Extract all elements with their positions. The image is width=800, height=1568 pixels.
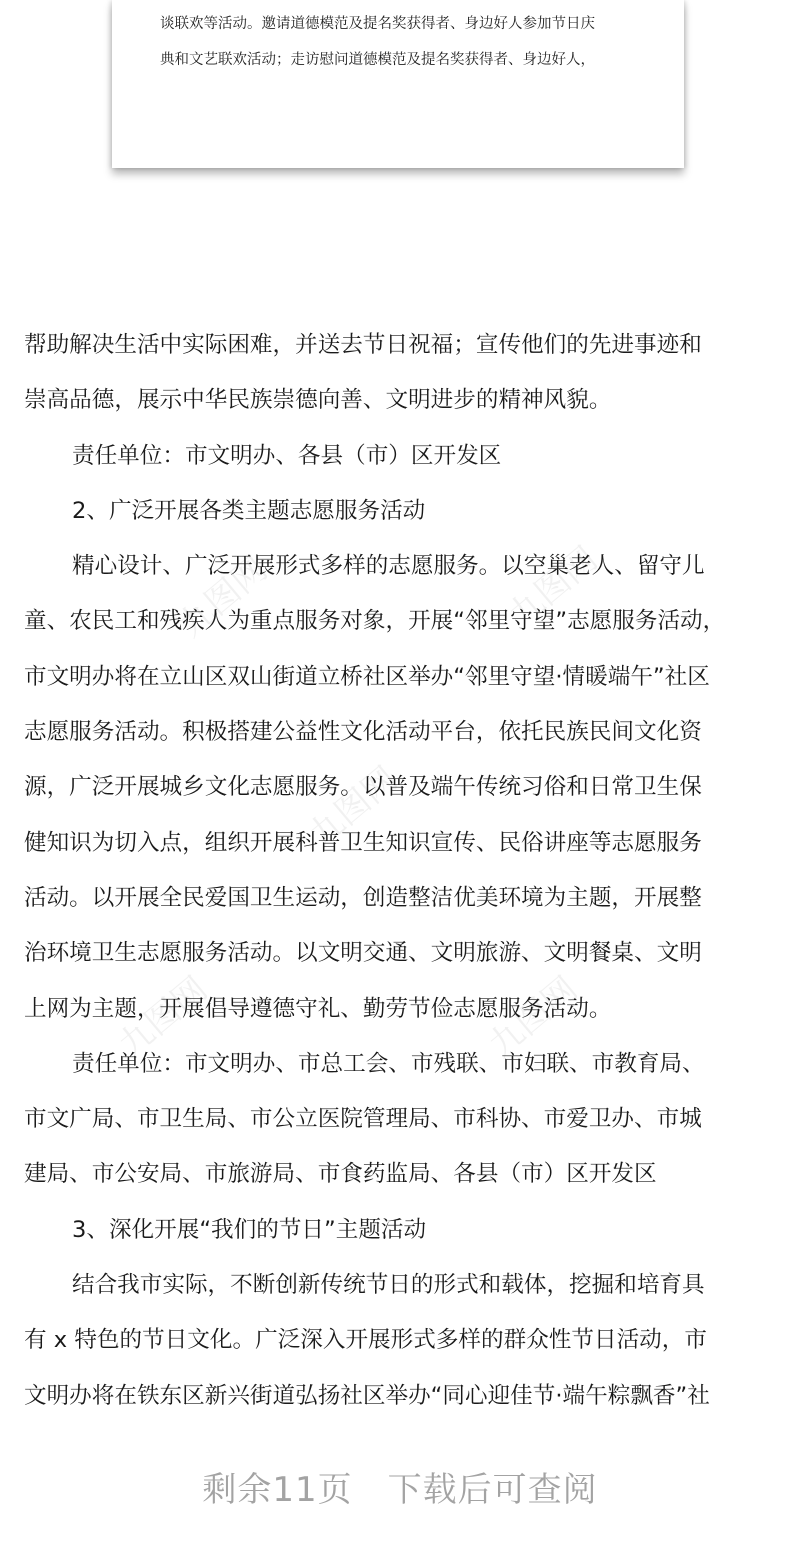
remaining-pages-text: 剩余11页 <box>202 1470 353 1510</box>
document-line: 文明办将在铁东区新兴街道弘扬社区举办“同心迎佳节·端午粽飘香”社 <box>24 1382 710 1409</box>
document-body <box>24 318 780 1424</box>
preview-line-2: 典和文艺联欢活动；走访慰问道德模范及提名奖获得者、身边好人， <box>160 52 595 68</box>
watermark: 九图网 <box>171 549 276 646</box>
document-line: 市文明办将在立山区双山街道立桥社区举办“邻里守望·情暖端午”社区 <box>24 663 710 690</box>
document-line: 3、深化开展“我们的节日”主题活动 <box>72 1216 427 1243</box>
document-line: 结合我市实际，不断创新传统节日的形式和载体，挖掘和培育具 <box>72 1272 705 1299</box>
document-line: 治环境卫生志愿服务活动。以文明交通、文明旅游、文明餐桌、文明 <box>24 940 702 967</box>
watermark: 九图网 <box>501 539 606 636</box>
document-line: 有 x 特色的节日文化。广泛深入开展形式多样的群众性节日活动，市 <box>24 1327 707 1354</box>
document-line: 2、广泛开展各类主题志愿服务活动 <box>72 497 426 524</box>
document-line: 崇高品德，展示中华民族崇德向善、文明进步的精神风貌。 <box>24 387 612 414</box>
document-line: 帮助解决生活中实际困难，并送去节日祝福；宣传他们的先进事迹和 <box>24 332 702 358</box>
document-line: 活动。以开展全民爱国卫生运动，创造整洁优美环境为主题，开展整 <box>24 884 702 911</box>
watermark: 九图网 <box>111 969 216 1066</box>
document-line: 健知识为切入点，组织开展科普卫生知识宣传、民俗讲座等志愿服务 <box>24 829 702 856</box>
download-hint-text: 下载后可查阅 <box>387 1470 598 1510</box>
document-line: 责任单位：市文明办、各县（市）区开发区 <box>72 442 502 469</box>
document-line: 责任单位：市文明办、市总工会、市残联、市妇联、市教育局、 <box>72 1050 705 1077</box>
preview-page-card <box>112 0 684 168</box>
watermark: 九图网 <box>301 759 406 856</box>
document-line: 精心设计、广泛开展形式多样的志愿服务。以空巢老人、留守儿 <box>72 553 705 580</box>
document-line: 源，广泛开展城乡文化志愿服务。以普及端午传统习俗和日常卫生保 <box>24 774 702 801</box>
document-line: 建局、市公安局、市旅游局、市食药监局、各县（市）区开发区 <box>24 1161 657 1188</box>
preview-line-1: 谈联欢等活动。邀请道德模范及提名奖获得者、身边好人参加节日庆 <box>160 16 595 32</box>
remaining-pages-banner[interactable] <box>0 1460 800 1520</box>
document-line: 童、农民工和残疾人为重点服务对象，开展“邻里守望”志愿服务活动， <box>24 608 726 635</box>
document-line: 上网为主题，开展倡导遵德守礼、勤劳节俭志愿服务活动。 <box>24 995 612 1022</box>
document-line: 市文广局、市卫生局、市公立医院管理局、市科协、市爱卫办、市城 <box>24 1106 702 1133</box>
document-line: 志愿服务活动。积极搭建公益性文化活动平台，依托民族民间文化资 <box>24 719 702 746</box>
watermark: 九图网 <box>481 969 586 1066</box>
